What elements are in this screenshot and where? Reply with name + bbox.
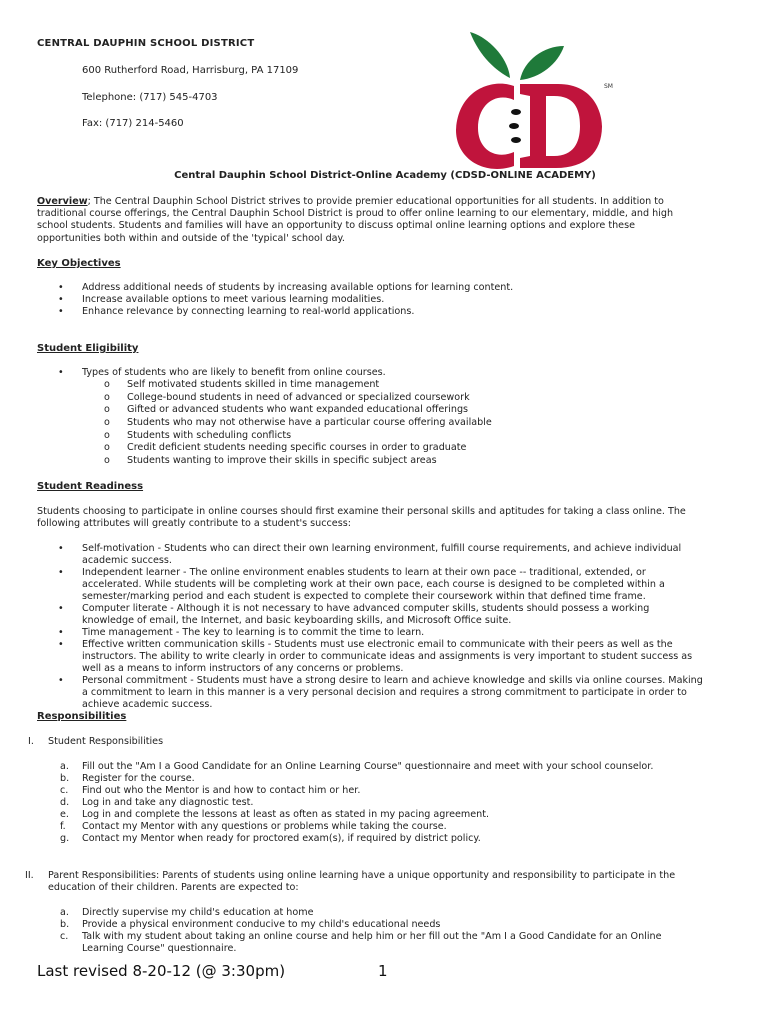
list-item: Time management - The key to learning is to commit the time to learn. <box>82 627 425 638</box>
list-item: Credit deficient students needing specific courses in order to graduate <box>127 442 467 453</box>
parent-responsibilities-intro: Parent Responsibilities: Parents of students using online learning have a unique opportunity and responsibility to participate in the education of their children. Parents are expected to: <box>48 870 676 894</box>
responsibilities-heading: Responsibilities <box>37 711 127 722</box>
last-revised-footer: Last revised 8-20-12 (@ 3:30pm) <box>37 962 286 980</box>
list-item: Students wanting to improve their skills in specific subject areas <box>127 455 437 466</box>
list-item: Find out who the Mentor is and how to contact him or her. <box>82 785 361 796</box>
list-item: Students who may not otherwise have a particular course offering available <box>127 417 492 428</box>
list-item: Provide a physical environment conducive to my child's educational needs <box>82 919 441 930</box>
list-item: Contact my Mentor when ready for proctored exam(s), if required by district policy. <box>82 833 481 844</box>
page-number: 1 <box>378 962 388 980</box>
list-item: Contact my Mentor with any questions or problems while taking the course. <box>82 821 447 832</box>
list-item: Address additional needs of students by increasing available options for learning content. <box>82 282 514 293</box>
list-item: Log in and complete the lessons at least as often as stated in my pacing agreement. <box>82 809 490 820</box>
student-readiness-heading: Student Readiness <box>37 481 144 492</box>
page-title: Central Dauphin School District-Online Academy (CDSD-ONLINE ACADEMY) <box>174 170 596 181</box>
list-item: Independent learner - The online environment enables students to learn at their own pace -- traditional, extended, or accelerated. While students will be completing work at their own pace, each course is designed to be completed within a semester/marking period and each student is expected to complete their coursework within that defined time frame. <box>82 567 665 603</box>
svg-text:SM: SM <box>604 83 613 90</box>
overview-paragraph: Overview; The Central Dauphin School District strives to provide premier educational opportunities for all students. In addition to traditional course offerings, the Central Dauphin School District is proud to offer online learning to our elementary, middle, and high school students. Students and families will have an opportunity to discuss optimal online learning options and explore these opportunities both within and outside of the 'typical' school day. <box>37 196 674 244</box>
readiness-intro: Students choosing to participate in online courses should first examine their personal skills and aptitudes for taking a class online. The following attributes will greatly contribute to a student's success: <box>37 506 686 530</box>
list-item: Gifted or advanced students who want expanded educational offerings <box>127 404 469 415</box>
student-eligibility-heading: Student Eligibility <box>37 343 139 354</box>
list-item-continued: Learning Course" questionnaire. <box>82 943 237 954</box>
overview-label: Overview <box>37 196 88 207</box>
list-item: Effective written communication skills - Students must use electronic email to communicate with their peers as well as the instructors. The ability to write clearly in order to communicate ideas and assignments is very important to student success as well as a means to inform instructors of any concerns or problems. <box>82 639 693 675</box>
district-fax: Fax: (717) 214-5460 <box>82 118 184 129</box>
list-item: Self motivated students skilled in time management <box>127 379 380 390</box>
district-telephone: Telephone: (717) 545-4703 <box>82 92 218 103</box>
list-item: Types of students who are likely to benefit from online courses. <box>82 367 386 378</box>
list-item: Personal commitment - Students must have a strong desire to learn and achieve knowledge and skills via online courses. Making a commitment to learn in this manner is a very personal decision and requires a strong commitment to participate in order to achieve academic success. <box>82 675 703 711</box>
list-item: Computer literate - Although it is not necessary to have advanced computer skills, students should possess a working knowledge of email, the Internet, and basic keyboarding skills, and Microsoft Office suite. <box>82 603 650 627</box>
list-item: Self-motivation - Students who can direct their own learning environment, fulfill course requirements, and achieve individual academic success. <box>82 543 682 567</box>
list-item: Enhance relevance by connecting learning to real-world applications. <box>82 306 415 317</box>
district-address: 600 Rutherford Road, Harrisburg, PA 17109 <box>82 65 299 76</box>
list-item: Register for the course. <box>82 773 195 784</box>
district-logo <box>450 26 620 176</box>
list-item: College-bound students in need of advanced or specialized coursework <box>127 392 470 403</box>
list-item: Students with scheduling conflicts <box>127 430 292 441</box>
key-objectives-heading: Key Objectives <box>37 258 121 269</box>
apple-cd-logo-icon <box>450 26 620 176</box>
list-item: Directly supervise my child's education at home <box>82 907 314 918</box>
list-item: Log in and take any diagnostic test. <box>82 797 254 808</box>
district-name: CENTRAL DAUPHIN SCHOOL DISTRICT <box>37 38 255 49</box>
list-item: Fill out the "Am I a Good Candidate for an Online Learning Course" questionnaire and meet with your school counselor. <box>82 761 654 772</box>
list-item: Talk with my student about taking an online course and help him or her fill out the "Am I a Good Candidate for an Online <box>82 931 662 942</box>
list-item: Increase available options to meet various learning modalities. <box>82 294 385 305</box>
student-responsibilities-title: Student Responsibilities <box>48 736 164 747</box>
